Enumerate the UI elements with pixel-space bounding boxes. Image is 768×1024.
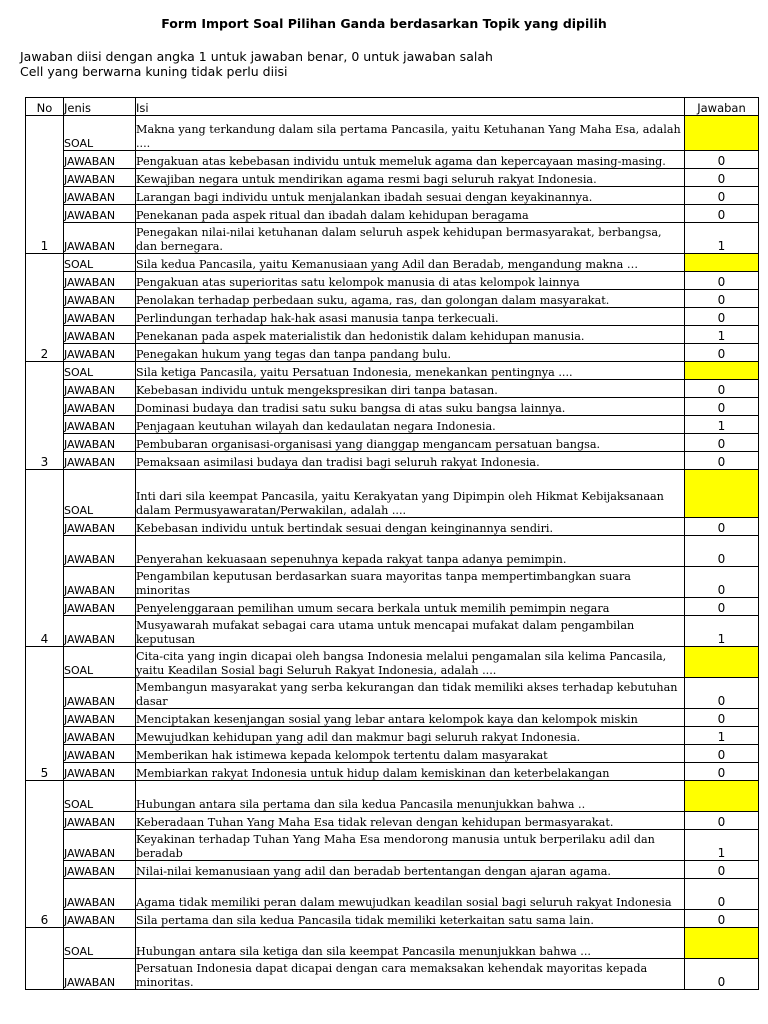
answer-text[interactable]: Keberadaan Tuhan Yang Maha Esa tidak relevan dengan kehidupan bermasyarakat. [136,812,685,830]
jenis-cell: SOAL [64,647,136,678]
header-isi: Isi [136,98,685,116]
answer-text[interactable]: Mewujudkan kehidupan yang adil dan makmur bagi seluruh rakyat Indonesia. [136,727,685,745]
jenis-cell: SOAL [64,116,136,151]
answer-text[interactable]: Penekanan pada aspek materialistik dan hedonistik dalam kehidupan manusia. [136,326,685,344]
answer-text[interactable]: Penekanan pada aspek ritual dan ibadah dalam kehidupan beragama [136,205,685,223]
answer-row [26,518,759,536]
answer-text[interactable]: Pengakuan atas kebebasan individu untuk memeluk agama dan kepercayaan masing-masing. [136,151,685,169]
answer-text[interactable]: Sila pertama dan sila kedua Pancasila tidak memiliki keterkaitan satu sama lain. [136,910,685,928]
answer-row [26,434,759,452]
header-no: No [26,98,64,116]
question-number: 6 [26,781,64,928]
question-number: 5 [26,647,64,781]
highlight-cell [685,647,759,678]
jawaban-cell[interactable]: 0 [685,205,759,223]
jenis-cell: JAWABAN [64,678,136,709]
form-title: Form Import Soal Pilihan Ganda berdasarkan Topik yang dipilih [161,16,607,31]
answer-text[interactable]: Musyawarah mufakat sebagai cara utama untuk mencapai mufakat dalam pengambilan keputusan [136,616,685,647]
highlight-cell [685,362,759,380]
jenis-cell: JAWABAN [64,518,136,536]
question-text[interactable]: Cita-cita yang ingin dicapai oleh bangsa Indonesia melalui pengamalan sila kelima Pancasila, yaitu Keadilan Sosial bagi Seluruh Rakyat Indonesia, adalah .... [136,647,685,678]
answer-text[interactable]: Persatuan Indonesia dapat dicapai dengan cara memaksakan kehendak mayoritas kepada minoritas. [136,959,685,990]
jenis-cell: JAWABAN [64,616,136,647]
question-row [26,116,759,151]
jawaban-cell[interactable]: 0 [685,151,759,169]
jenis-cell: JAWABAN [64,567,136,598]
question-number: 2 [26,254,64,362]
jenis-cell: JAWABAN [64,434,136,452]
answer-row [26,678,759,709]
question-text[interactable]: Sila ketiga Pancasila, yaitu Persatuan Indonesia, menekankan pentingnya .... [136,362,685,380]
question-row [26,254,759,272]
jenis-cell: JAWABAN [64,959,136,990]
jawaban-cell[interactable]: 1 [685,326,759,344]
answer-row [26,452,759,470]
answer-text[interactable]: Larangan bagi individu untuk menjalankan ibadah sesuai dengan keyakinannya. [136,187,685,205]
answer-text[interactable]: Menciptakan kesenjangan sosial yang lebar antara kelompok kaya dan kelompok miskin [136,709,685,727]
table-body [26,116,759,990]
question-number: 3 [26,362,64,470]
answer-row [26,169,759,187]
answer-row [26,616,759,647]
jawaban-cell[interactable]: 1 [685,223,759,254]
jawaban-cell[interactable]: 0 [685,344,759,362]
answer-row [26,959,759,990]
jawaban-cell[interactable]: 0 [685,861,759,879]
answer-text[interactable]: Penyelenggaraan pemilihan umum secara berkala untuk memilih pemimpin negara [136,598,685,616]
answer-row [26,830,759,861]
answer-text[interactable]: Agama tidak memiliki peran dalam mewujudkan keadilan sosial bagi seluruh rakyat Indonesia [136,879,685,910]
answer-text[interactable]: Membiarkan rakyat Indonesia untuk hidup dalam kemiskinan dan keterbelakangan [136,763,685,781]
instruction-line: Jawaban diisi dengan angka 1 untuk jawaban benar, 0 untuk jawaban salah [20,49,493,64]
answer-text[interactable]: Kewajiban negara untuk mendirikan agama resmi bagi seluruh rakyat Indonesia. [136,169,685,187]
answer-row [26,223,759,254]
jawaban-cell[interactable]: 0 [685,169,759,187]
jawaban-cell[interactable]: 0 [685,308,759,326]
answer-text[interactable]: Pengakuan atas superioritas satu kelompok manusia di atas kelompok lainnya [136,272,685,290]
answer-text[interactable]: Memberikan hak istimewa kepada kelompok tertentu dalam masyarakat [136,745,685,763]
jawaban-cell[interactable]: 0 [685,709,759,727]
jawaban-cell[interactable]: 0 [685,380,759,398]
question-text[interactable]: Sila kedua Pancasila, yaitu Kemanusiaan yang Adil dan Beradab, mengandung makna … [136,254,685,272]
jenis-cell: JAWABAN [64,326,136,344]
jenis-cell: JAWABAN [64,830,136,861]
jenis-cell: JAWABAN [64,398,136,416]
jawaban-cell[interactable]: 1 [685,727,759,745]
question-text[interactable]: Inti dari sila keempat Pancasila, yaitu Kerakyatan yang Dipimpin oleh Hikmat Kebijaksanaan dalam Permusyawaratan/Perwakilan, adalah .... [136,470,685,518]
jenis-cell: JAWABAN [64,290,136,308]
question-row [26,781,759,812]
header-jawaban: Jawaban [685,98,759,116]
answer-row [26,910,759,928]
header-row [26,98,759,116]
answer-row [26,308,759,326]
highlight-cell [685,781,759,812]
answer-row [26,290,759,308]
answer-text[interactable]: Perlindungan terhadap hak-hak asasi manusia tanpa terkecuali. [136,308,685,326]
answer-text[interactable]: Kebebasan individu untuk mengekspresikan diri tanpa batasan. [136,380,685,398]
jenis-cell: JAWABAN [64,151,136,169]
jawaban-cell[interactable]: 1 [685,616,759,647]
jenis-cell: JAWABAN [64,598,136,616]
answer-row [26,536,759,567]
jenis-cell: JAWABAN [64,861,136,879]
answer-row [26,745,759,763]
jawaban-cell[interactable]: 0 [685,187,759,205]
answer-text[interactable]: Pembubaran organisasi-organisasi yang dianggap mengancam persatuan bangsa. [136,434,685,452]
highlight-cell [685,928,759,959]
jenis-cell: SOAL [64,470,136,518]
answer-row [26,812,759,830]
question-row [26,470,759,518]
jawaban-cell[interactable]: 0 [685,518,759,536]
highlight-cell [685,116,759,151]
jenis-cell: JAWABAN [64,452,136,470]
answer-text[interactable]: Membangun masyarakat yang serba kekurangan dan tidak memiliki akses terhadap kebutuhan dasar [136,678,685,709]
instructions [20,49,493,79]
jawaban-cell[interactable]: 1 [685,830,759,861]
jawaban-cell[interactable]: 0 [685,879,759,910]
header-jenis: Jenis [64,98,136,116]
jenis-cell: SOAL [64,362,136,380]
jawaban-cell[interactable]: 0 [685,536,759,567]
answer-text[interactable]: Penyerahan kekuasaan sepenuhnya kepada rakyat tanpa adanya pemimpin. [136,536,685,567]
question-table [25,97,759,990]
jawaban-cell[interactable]: 0 [685,272,759,290]
answer-text[interactable]: Penegakan hukum yang tegas dan tanpa pandang bulu. [136,344,685,362]
jawaban-cell[interactable]: 0 [685,745,759,763]
jawaban-cell[interactable]: 0 [685,452,759,470]
question-text[interactable]: Makna yang terkandung dalam sila pertama Pancasila, yaitu Ketuhanan Yang Maha Esa, adalah .... [136,116,685,151]
answer-text[interactable]: Keyakinan terhadap Tuhan Yang Maha Esa mendorong manusia untuk berperilaku adil dan beradab [136,830,685,861]
answer-row [26,598,759,616]
jawaban-cell[interactable]: 0 [685,763,759,781]
jenis-cell: JAWABAN [64,344,136,362]
jenis-cell: JAWABAN [64,205,136,223]
jawaban-cell[interactable]: 0 [685,398,759,416]
jenis-cell: JAWABAN [64,308,136,326]
jenis-cell: JAWABAN [64,763,136,781]
jenis-cell: JAWABAN [64,745,136,763]
jenis-cell: JAWABAN [64,879,136,910]
jenis-cell: JAWABAN [64,187,136,205]
answer-text[interactable]: Penegakan nilai-nilai ketuhanan dalam seluruh aspek kehidupan bermasyarakat, berbangsa, dan bernegara. [136,223,685,254]
answer-text[interactable]: Pemaksaan asimilasi budaya dan tradisi bagi seluruh rakyat Indonesia. [136,452,685,470]
question-row [26,362,759,380]
answer-row [26,763,759,781]
answer-text[interactable]: Kebebasan individu untuk bertindak sesuai dengan keinginannya sendiri. [136,518,685,536]
answer-row [26,326,759,344]
jenis-cell: JAWABAN [64,536,136,567]
jawaban-cell[interactable]: 1 [685,416,759,434]
jenis-cell: JAWABAN [64,416,136,434]
answer-row [26,380,759,398]
question-number: 4 [26,470,64,647]
jawaban-cell[interactable]: 0 [685,678,759,709]
jawaban-cell[interactable]: 0 [685,598,759,616]
question-number: 1 [26,116,64,254]
jawaban-cell[interactable]: 0 [685,290,759,308]
answer-text[interactable]: Pengambilan keputusan berdasarkan suara mayoritas tanpa mempertimbangkan suara minoritas [136,567,685,598]
jenis-cell: SOAL [64,781,136,812]
jenis-cell: JAWABAN [64,169,136,187]
highlight-cell [685,470,759,518]
jenis-cell: JAWABAN [64,223,136,254]
answer-row [26,272,759,290]
question-row [26,647,759,678]
jawaban-cell[interactable]: 0 [685,910,759,928]
answer-row [26,727,759,745]
jenis-cell: JAWABAN [64,812,136,830]
answer-text[interactable]: Penolakan terhadap perbedaan suku, agama, ras, dan golongan dalam masyarakat. [136,290,685,308]
jawaban-cell[interactable]: 0 [685,567,759,598]
instruction-line: Cell yang berwarna kuning tidak perlu diisi [20,64,288,79]
answer-row [26,567,759,598]
answer-row [26,709,759,727]
jenis-cell: JAWABAN [64,272,136,290]
answer-row [26,416,759,434]
answer-row [26,187,759,205]
highlight-cell [685,254,759,272]
jawaban-cell[interactable]: 0 [685,959,759,990]
question-text[interactable]: Hubungan antara sila pertama dan sila kedua Pancasila menunjukkan bahwa .. [136,781,685,812]
question-text[interactable]: Hubungan antara sila ketiga dan sila keempat Pancasila menunjukkan bahwa ... [136,928,685,959]
answer-row [26,398,759,416]
answer-row [26,861,759,879]
answer-row [26,151,759,169]
answer-row [26,344,759,362]
jenis-cell: JAWABAN [64,727,136,745]
jenis-cell: SOAL [64,928,136,959]
answer-row [26,205,759,223]
question-row [26,928,759,959]
jawaban-cell[interactable]: 0 [685,434,759,452]
jenis-cell: SOAL [64,254,136,272]
jawaban-cell[interactable]: 0 [685,812,759,830]
jenis-cell: JAWABAN [64,380,136,398]
jenis-cell: JAWABAN [64,910,136,928]
question-number [26,928,64,990]
answer-text[interactable]: Nilai-nilai kemanusiaan yang adil dan beradab bertentangan dengan ajaran agama. [136,861,685,879]
jenis-cell: JAWABAN [64,709,136,727]
answer-row [26,879,759,910]
answer-text[interactable]: Dominasi budaya dan tradisi satu suku bangsa di atas suku bangsa lainnya. [136,398,685,416]
answer-text[interactable]: Penjagaan keutuhan wilayah dan kedaulatan negara Indonesia. [136,416,685,434]
